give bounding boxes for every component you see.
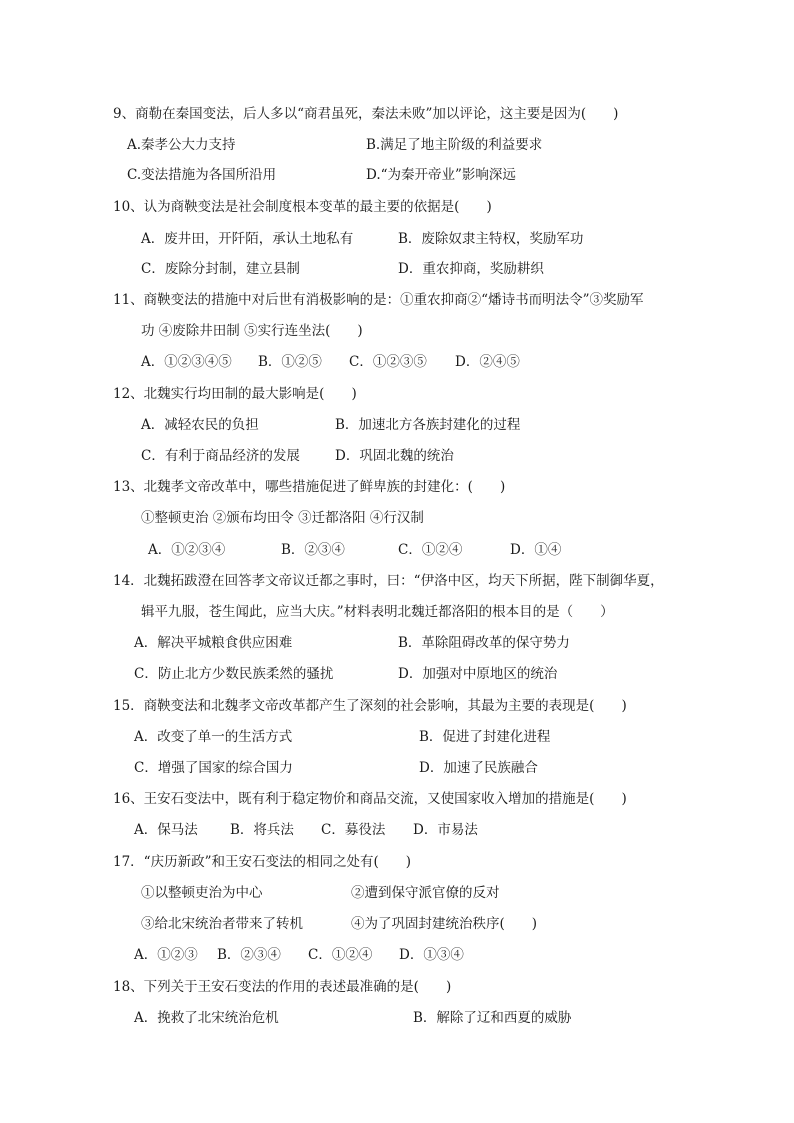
question-14-option-c: C．防止北方少数民族柔然的骚扰	[134, 666, 334, 682]
question-12-option-d: D．巩固北魏的统治	[335, 448, 454, 464]
question-10-option-b: B．废除奴隶主特权，奖励军功	[398, 231, 584, 247]
question-13-option-a: A．①②③④	[148, 542, 226, 558]
question-15-option-a: A．改变了单一的生活方式	[134, 729, 293, 745]
question-17-choice-2: ②遭到保守派官僚的反对	[351, 885, 500, 901]
question-11-option-c: C．①②③⑤	[349, 354, 427, 370]
question-9-option-c: C.变法措施为各国所沿用	[127, 167, 277, 183]
question-17-stem: 17．“庆历新政”和王安石变法的相同之处有( )	[113, 854, 412, 870]
question-15-option-b: B．促进了封建化进程	[419, 729, 551, 745]
question-12-option-c: C．有利于商品经济的发展	[141, 448, 300, 464]
question-17-option-a: A．①②③	[134, 947, 198, 963]
question-16-option-a: A．保马法	[134, 822, 198, 838]
question-9-stem: 9、商勒在秦国变法，后人多以“商君虽死，秦法未败”加以评论，这主要是因为( )	[113, 106, 619, 122]
question-11-stem-line-1: 11、商鞅变法的措施中对后世有消极影响的是：①重农抑商②“燔诗书而明法令”③奖励军	[113, 292, 644, 308]
question-17-option-c: C．①②④	[308, 947, 373, 963]
question-18-option-a: A．挽救了北宋统治危机	[134, 1010, 279, 1026]
question-9-option-d: D.“为秦开帝业”影响深远	[366, 167, 516, 183]
question-10-stem: 10、认为商鞅变法是社会制度根本变革的最主要的依据是( )	[113, 199, 492, 215]
question-17-option-d: D．①③④	[399, 947, 464, 963]
question-14-stem-line-1: 14．北魏拓跋澄在回答孝文帝议迁都之事时，曰：“伊洛中区，均天下所据，陛下制御华夏，	[113, 573, 664, 589]
question-13-choices: ①整顿吏治 ②颁布均田令 ③迁都洛阳 ④行汉制	[141, 510, 424, 526]
question-10-option-c: C．废除分封制，建立县制	[141, 261, 300, 277]
question-11-option-d: D．②④⑤	[455, 354, 520, 370]
question-18-stem: 18、下列关于王安石变法的作用的表述最准确的是( )	[113, 979, 452, 995]
question-12-option-a: A．减轻农民的负担	[141, 417, 259, 433]
question-16-option-b: B．将兵法	[230, 822, 294, 838]
question-14-option-b: B．革除阻碍改革的保守势力	[398, 635, 570, 651]
question-12-stem: 12、北魏实行均田制的最大影响是( )	[113, 386, 357, 402]
question-17-choice-3: ③给北宋统治者带来了转机	[141, 916, 303, 932]
question-17-choice-4: ④为了巩固封建统治秩序( )	[351, 916, 538, 932]
question-13-option-c: C．①②④	[398, 542, 463, 558]
question-9-option-b: B.满足了地主阶级的利益要求	[366, 137, 543, 153]
question-13-option-b: B．②③④	[281, 542, 345, 558]
question-10-option-d: D．重农抑商，奖励耕织	[398, 261, 544, 277]
question-16-option-c: C．募役法	[321, 822, 386, 838]
question-16-stem: 16、王安石变法中，既有利于稳定物价和商品交流，又使国家收入增加的措施是( )	[113, 791, 627, 807]
question-15-stem: 15．商鞅变法和北魏孝文帝改革都产生了深刻的社会影响，其最为主要的表现是( )	[113, 698, 627, 714]
question-16-option-d: D．市易法	[413, 822, 478, 838]
question-11-option-b: B．①②⑤	[258, 354, 322, 370]
question-18-option-b: B．解除了辽和西夏的威胁	[413, 1010, 572, 1026]
question-9-option-a: A.秦孝公大力支持	[127, 137, 236, 153]
question-10-option-a: A．废井田，开阡陌，承认土地私有	[141, 231, 354, 247]
question-17-option-b: B．②③④	[217, 947, 281, 963]
question-17-choice-1: ①以整顿吏治为中心	[141, 885, 263, 901]
question-15-option-d: D．加速了民族融合	[419, 760, 538, 776]
question-14-option-d: D．加强对中原地区的统治	[398, 666, 558, 682]
question-12-option-b: B．加速北方各族封建化的过程	[335, 417, 521, 433]
question-14-option-a: A．解决平城粮食供应困难	[134, 635, 293, 651]
question-11-option-a: A．①②③④⑤	[141, 354, 232, 370]
question-13-stem: 13、北魏孝文帝改革中，哪些措施促进了鲜卑族的封建化：( )	[113, 479, 506, 495]
question-14-stem-line-2: 辑平九服，苍生闻此，应当大庆。”材料表明北魏迁都洛阳的根本目的是（ ）	[141, 604, 614, 620]
question-15-option-c: C．增强了国家的综合国力	[134, 760, 293, 776]
question-13-option-d: D．①④	[510, 542, 562, 558]
question-11-stem-line-2: 功 ④废除井田制 ⑤实行连坐法( )	[141, 323, 363, 339]
